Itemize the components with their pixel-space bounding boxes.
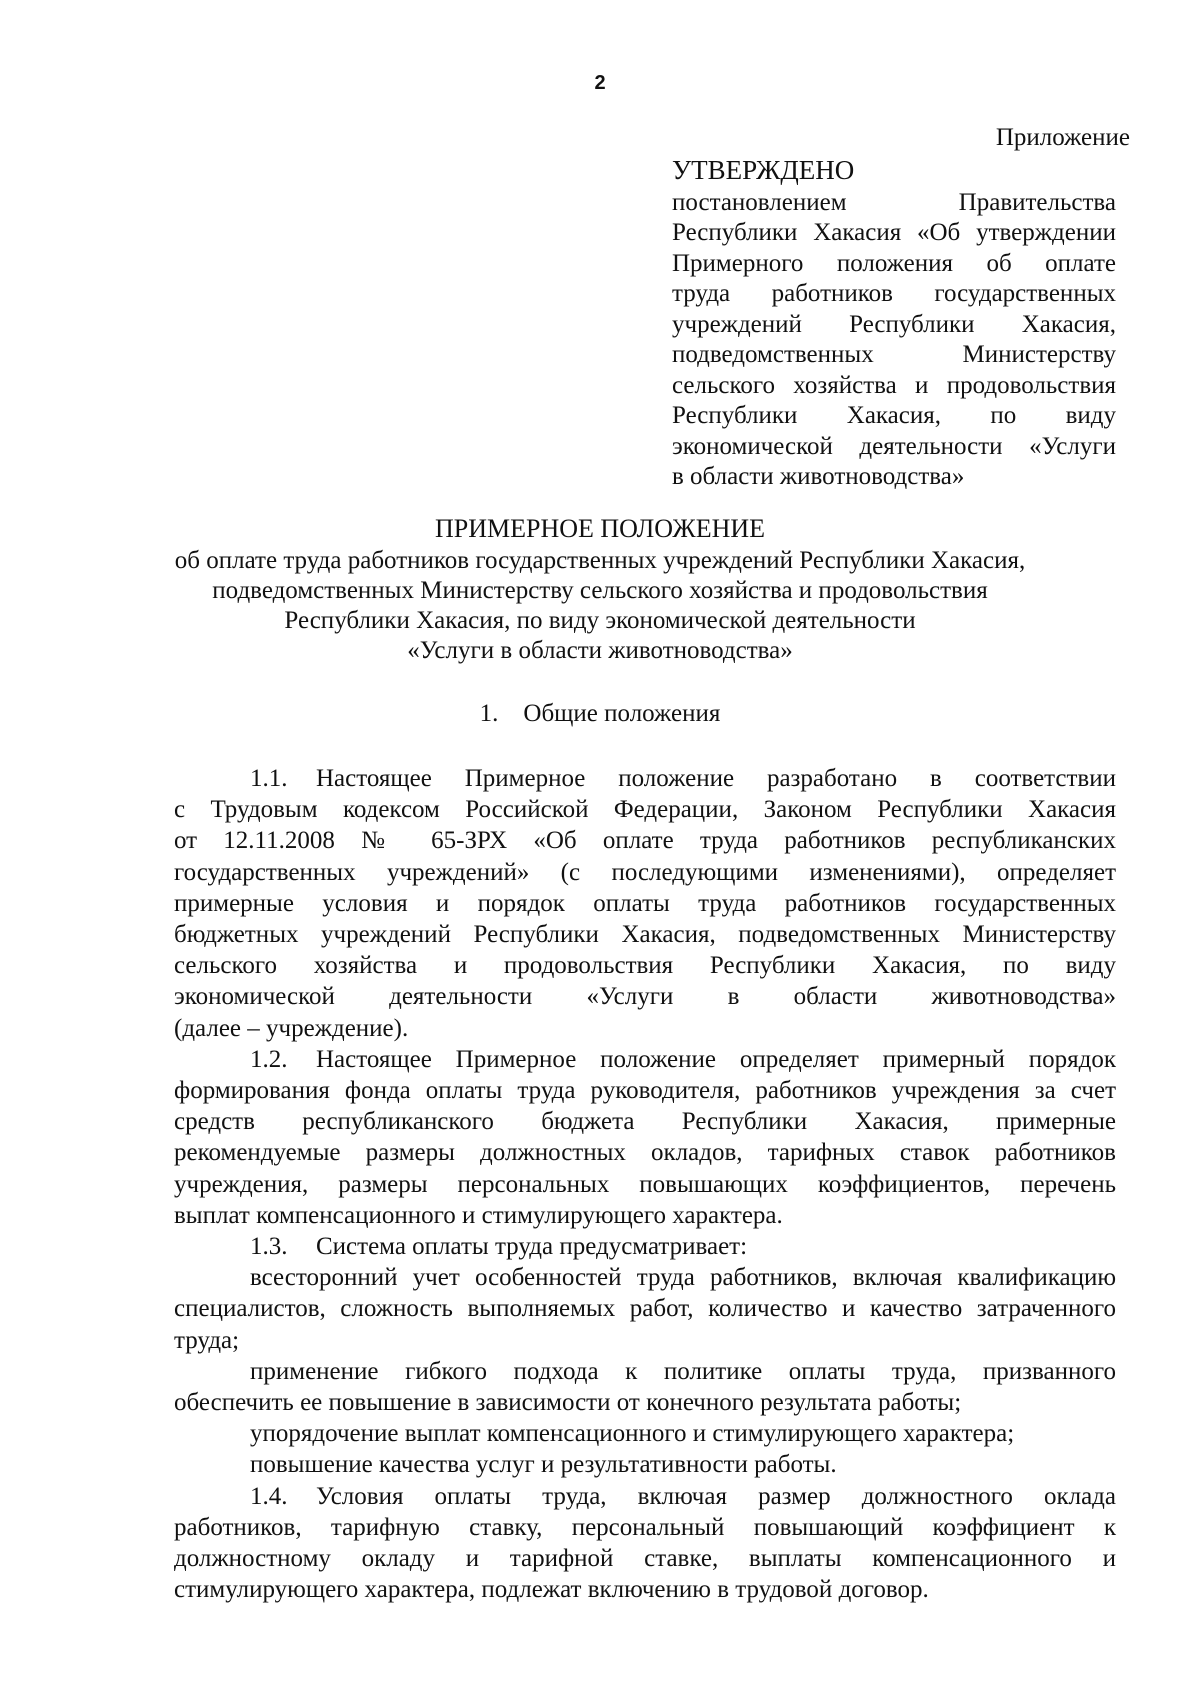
paragraph-line: государственных учреждений» (с последующими изменениями), определяет [174, 858, 1116, 886]
paragraph-line: бюджетных учреждений Республики Хакасия, подведомственных Министерству [174, 921, 1116, 949]
approval-block [672, 155, 1116, 493]
paragraph-line: (далее – учреждение). [174, 1014, 409, 1042]
paragraph-line [174, 1231, 1116, 1262]
approval-line: постановлением Правительства [672, 188, 1116, 216]
approval-line: Примерного положения об оплате [672, 249, 1116, 277]
approval-line: подведомственных Министерству [672, 341, 1116, 368]
approval-line: в области животноводства» [672, 463, 965, 490]
document-subtitle-line: Республики Хакасия, по виду экономической деятельности [284, 607, 916, 634]
paragraph-line: формирования фонда оплаты труда руководителя, работников учреждения за счет [174, 1077, 1116, 1105]
paragraph-line: должностному окладу и тарифной ставке, выплаты компенсационного и [174, 1545, 1116, 1573]
document-title: ПРИМЕРНОЕ ПОЛОЖЕНИЕ [434, 514, 766, 543]
paragraph-line: работников, тарифную ставку, персональный повышающий коэффициент к [174, 1513, 1116, 1541]
approval-line: Республики Хакасия «Об утверждении [672, 219, 1116, 246]
document-subtitle-line: об оплате труда работников государственных учреждений Республики Хакасия, [174, 547, 1026, 574]
page-number: 2 [594, 72, 606, 94]
paragraph-line: стимулирующего характера, подлежат включению в трудовой договор. [174, 1576, 929, 1604]
paragraph-line: экономической деятельности «Услуги в области животноводства» [174, 983, 1116, 1011]
paragraph-text: Настоящее Примерное положение разработано в соответствии [316, 765, 1116, 792]
paragraph-line: учреждения, размеры персональных повышающих коэффициентов, перечень [174, 1170, 1116, 1198]
approval-line: экономической деятельности «Услуги [672, 432, 1116, 460]
paragraph-line: упорядочение выплат компенсационного и стимулирующего характера; [250, 1420, 1015, 1448]
document-body [174, 763, 1116, 1605]
paragraph-line: от 12.11.2008 № 65-ЗРХ «Об оплате труда работников республиканских [174, 827, 1116, 855]
approval-line: учреждений Республики Хакасия, [672, 310, 1116, 338]
paragraph-number: 1.2. [250, 1045, 288, 1073]
paragraph-line: рекомендуемые размеры должностных окладов, тарифных ставок работников [174, 1139, 1116, 1167]
paragraph-text: Система оплаты труда предусматривает: [316, 1233, 748, 1261]
approval-heading: УТВЕРЖДЕНО [672, 155, 855, 185]
paragraph-line: с Трудовым кодексом Российской Федерации, Законом Республики Хакасия [174, 796, 1116, 824]
section-heading: 1. Общие положения [479, 700, 721, 727]
paragraph-line: сельского хозяйства и продовольствия Республики Хакасия, по виду [174, 952, 1116, 980]
paragraph-number: 1.4. [250, 1482, 288, 1510]
approval-line: сельского хозяйства и продовольствия [672, 371, 1116, 399]
document-subtitle-line: подведомственных Министерству сельского хозяйства и продовольствия [212, 577, 988, 604]
document-title-block [0, 514, 1200, 666]
paragraph-line: средств республиканского бюджета Республики Хакасия, примерные [174, 1108, 1116, 1136]
paragraph-line [174, 1481, 1116, 1512]
paragraph-line: примерные условия и порядок оплаты труда работников государственных [174, 889, 1116, 917]
paragraph-line: повышение качества услуг и результативности работы. [250, 1451, 837, 1479]
paragraph-line [174, 763, 1116, 794]
approval-line: Республики Хакасия, по виду [672, 402, 1116, 429]
paragraph-line [174, 1044, 1116, 1075]
paragraph-text: Настоящее Примерное положение определяет примерный порядок [316, 1045, 1116, 1073]
paragraph-line: специалистов, сложность выполняемых работ, количество и качество затраченного [174, 1295, 1116, 1323]
paragraph-line: труда; [174, 1326, 240, 1354]
paragraph-line: всесторонний учет особенностей труда работников, включая квалификацию [250, 1264, 1116, 1292]
approval-line: труда работников государственных [672, 280, 1116, 307]
paragraph-line: выплат компенсационного и стимулирующего характера. [174, 1201, 783, 1229]
paragraph-line: применение гибкого подхода к политике оплаты труда, призванного [250, 1357, 1116, 1385]
paragraph-text: Условия оплаты труда, включая размер должностного оклада [316, 1482, 1116, 1510]
paragraph-line: обеспечить ее повышение в зависимости от конечного результата работы; [174, 1389, 962, 1417]
paragraph-number: 1.1. [250, 765, 288, 792]
paragraph-number: 1.3. [250, 1233, 288, 1261]
appendix-label: Приложение [995, 124, 1130, 151]
document-subtitle-line: «Услуги в области животноводства» [407, 637, 793, 664]
